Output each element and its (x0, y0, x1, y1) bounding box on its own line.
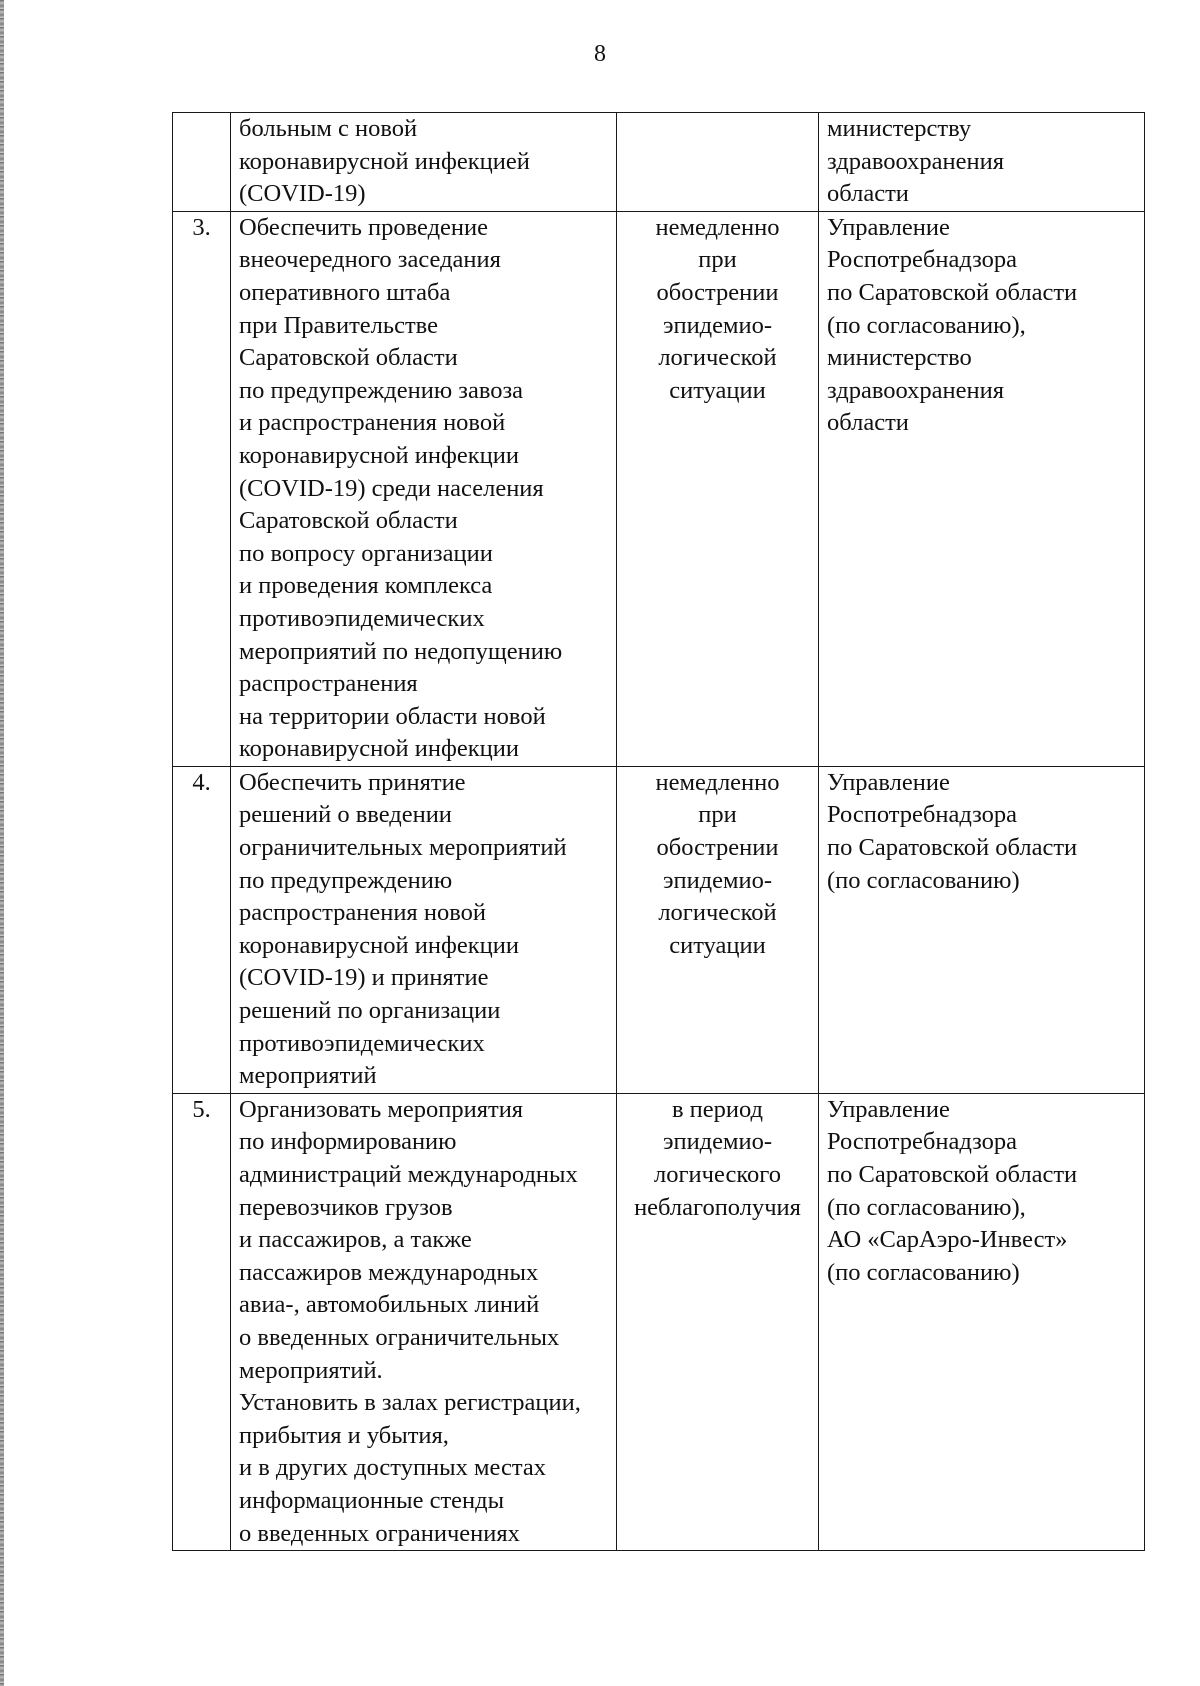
term-cell (617, 113, 819, 212)
term-cell: немедленно при обострении эпидемио- логической ситуации (617, 211, 819, 766)
row-number (173, 113, 231, 212)
row-number: 5. (173, 1093, 231, 1550)
responsible-cell: Управление Роспотребнадзора по Саратовской области (по согласованию), министерство здравоохранения области (819, 211, 1145, 766)
task-cell: Организовать мероприятия по информированию администраций международных перевозчиков грузов и пассажиров, а также пассажиров международных авиа-, автомобильных линий о введенных ограничительных мероприятий. Установить в залах регистрации, прибытия и убытия, и в других доступных местах информационные стенды о введенных ограничениях (231, 1093, 617, 1550)
measures-table (172, 112, 1145, 1551)
task-cell: больным с новой коронавирусной инфекцией (COVID-19) (231, 113, 617, 212)
table-row (173, 113, 1145, 212)
page-number: 8 (594, 41, 606, 67)
table-row (173, 211, 1145, 766)
row-number: 4. (173, 766, 231, 1093)
scan-edge (0, 0, 4, 1686)
term-cell: немедленно при обострении эпидемио- логической ситуации (617, 766, 819, 1093)
responsible-cell: Управление Роспотребнадзора по Саратовской области (по согласованию), АО «СарАэро-Инвест» (по согласованию) (819, 1093, 1145, 1550)
responsible-cell: министерству здравоохранения области (819, 113, 1145, 212)
table-row (173, 766, 1145, 1093)
task-cell: Обеспечить принятие решений о введении ограничительных мероприятий по предупреждению распространения новой коронавирусной инфекции (COVID-19) и принятие решений по организации противоэпидемических мероприятий (231, 766, 617, 1093)
term-cell: в период эпидемио- логического неблагополучия (617, 1093, 819, 1550)
table-row (173, 1093, 1145, 1550)
responsible-cell: Управление Роспотребнадзора по Саратовской области (по согласованию) (819, 766, 1145, 1093)
row-number: 3. (173, 211, 231, 766)
task-cell: Обеспечить проведение внеочередного заседания оперативного штаба при Правительстве Саратовской области по предупреждению завоза и распространения новой коронавирусной инфекции (COVID-19) среди населения Саратовской области по вопросу организации и проведения комплекса противоэпидемических мероприятий по недопущению распространения на территории области новой коронавирусной инфекции (231, 211, 617, 766)
